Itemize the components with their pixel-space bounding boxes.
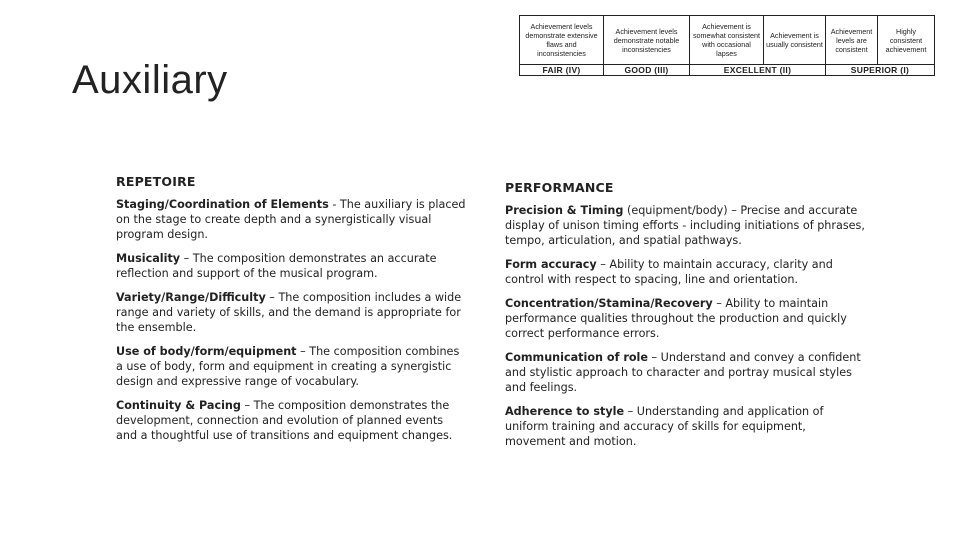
- criterion-term: Variety/Range/Difficulty: [116, 291, 266, 304]
- rubric-description: Achievement levels demonstrate notable inconsistencies: [604, 16, 690, 65]
- rubric-description-row: [520, 16, 935, 65]
- section-heading: REPETOIRE: [116, 174, 196, 189]
- rubric-description: Achievement is somewhat consistent with occasional lapses: [690, 16, 764, 65]
- rubric-description: Highly consistent achievement: [878, 16, 935, 65]
- criterion-term: Musicality: [116, 252, 181, 265]
- section-heading: PERFORMANCE: [505, 180, 614, 195]
- criterion-text: – Ability to maintain accuracy, clarity and control with respect to spacing, line and orientation.: [505, 258, 833, 286]
- criterion-text: – The composition demonstrates an accurate reflection and support of the musical program.: [116, 252, 437, 280]
- criterion-item: [116, 290, 466, 335]
- criterion-item: [116, 344, 466, 389]
- criterion-text: – The composition demonstrates the development, connection and evolution of planned events and a thoughtful use of transitions and equipment changes.: [116, 399, 453, 442]
- criterion-item: [505, 296, 865, 341]
- rubric-description: Achievement levels demonstrate extensive flaws and inconsistencies: [520, 16, 604, 65]
- page-title: Auxiliary: [72, 58, 228, 102]
- criterion-term: Form accuracy: [505, 258, 597, 271]
- rubric-rank: GOOD (III): [604, 65, 690, 76]
- criterion-item: [505, 350, 865, 395]
- performance-section: [505, 180, 865, 458]
- criterion-item: [116, 398, 466, 443]
- criterion-text: - The auxiliary is placed on the stage to create depth and a synergistically visual program design.: [116, 198, 466, 241]
- criterion-text: – Understanding and application of uniform training and accuracy of skills for equipment, movement and motion.: [505, 405, 824, 448]
- rubric-rank: FAIR (IV): [520, 65, 604, 76]
- criterion-term: Staging/Coordination of Elements: [116, 198, 329, 211]
- criterion-term: Communication of role: [505, 351, 648, 364]
- criterion-term: Use of body/form/equipment: [116, 345, 297, 358]
- criterion-item: [116, 251, 466, 281]
- criterion-text: – Ability to maintain performance qualities throughout the production and quickly correct performance errors.: [505, 297, 847, 340]
- criterion-item: [505, 404, 865, 449]
- criterion-text: – The composition includes a wide range and variety of skills, and the demand is appropriate for the ensemble.: [116, 291, 462, 334]
- rubric-table: [519, 15, 935, 76]
- rubric-description: Achievement is usually consistent: [764, 16, 826, 65]
- rubric-rank: SUPERIOR (I): [826, 65, 935, 76]
- criterion-item: [116, 197, 466, 242]
- criterion-item: [505, 203, 865, 248]
- criterion-term: Precision & Timing: [505, 204, 624, 217]
- criterion-text: (equipment/body) – Precise and accurate display of unison timing efforts - including initiations of phrases, tempo, articulation, and spatial pathways.: [505, 204, 865, 247]
- rubric-rank-row: [520, 65, 935, 76]
- rubric-rank: EXCELLENT (II): [690, 65, 826, 76]
- criterion-term: Continuity & Pacing: [116, 399, 241, 412]
- criterion-item: [505, 257, 865, 287]
- criterion-text: – Understand and convey a confident and stylistic approach to character and portray musical styles and feelings.: [505, 351, 861, 394]
- criterion-term: Adherence to style: [505, 405, 625, 418]
- rubric-description: Achievement levels are consistent: [826, 16, 878, 65]
- criterion-text: – The composition combines a use of body, form and equipment in creating a synergistic design and expressive range of vocabulary.: [116, 345, 460, 388]
- repetoire-section: [116, 174, 466, 452]
- criterion-term: Concentration/Stamina/Recovery: [505, 297, 713, 310]
